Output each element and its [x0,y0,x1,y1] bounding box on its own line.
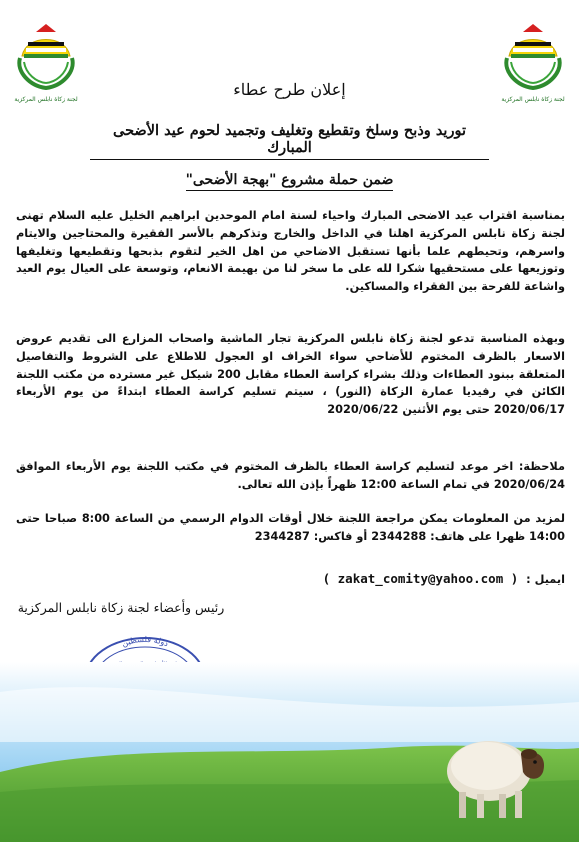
svg-text:دولة فلسطين [120,635,170,649]
campaign-text: ضمن حملة مشروع "بهجة الأضحى" [186,172,394,191]
logo-caption: لجنة زكاة نابلس المركزية [14,96,78,103]
announcement-title: إعلان طرح عطاء [233,80,346,99]
stamp-top-text: دولة فلسطين [120,634,170,649]
zakat-logo-left [6,22,86,114]
sheep-image [429,696,559,826]
campaign-line [0,172,579,188]
email-label: ايميل [534,573,565,586]
announcement-subtitle: توريد وذبح وسلخ وتقطيع وتغليف وتجميد لحوم عيد الأضحى المبارك [90,122,489,160]
paragraph-intro: بمناسبة اقتراب عيد الاضحى المبارك واحياء لسنة امام الموحدين ابراهيم الخليل عليه السلام تهنى لجنة زكاة نابلس المركزية اهلنا في الداخل والخارج وتذكرهم بالأسر الفقيرة والمحتاجين والايتام واسرهم، وتحيطهم علما بأنها تستقبل الاضاحي من اهل الخير لتقوم بذبحها وتقطيعها وتغليفها وتوزيعها على مستحقيها شكرا لله على ما سخر لنا من بهيمة الانعام، وتوسعة على العيال يوم العيد واشاعة للفرحة بين الفقراء والمساكين. [16,209,565,294]
paragraph-note: ملاحظة: اخر موعد لتسليم كراسة العطاء بالظرف المختوم في مكتب اللجنة يوم الأربعاء الموافق 2020/06/24 في تمام الساعة 12:00 ظهراً بإذن الله تعالى. [16,460,565,491]
logo-caption: لجنة زكاة نابلس المركزية [501,96,565,103]
email-line: ايميل : ( zakat_comity@yahoo.com ) [322,571,565,586]
paragraph-contact: لمزيد من المعلومات يمكن مراجعة اللجنة خلال أوقات الدوام الرسمي من الساعة 8:00 صباحا حتى 14:00 ظهرا على هاتف: 2344288 أو فاكس: 2344287 [16,512,566,543]
email-address[interactable]: ( zakat_comity@yahoo.com ) [322,571,519,586]
zakat-logo-right [493,22,573,114]
signature: رئيس وأعضاء لجنة زكاة نابلس المركزية [17,600,225,615]
paragraph-tender-invitation: وبهذه المناسبة تدعو لجنة زكاة نابلس المركزية تجار الماشية واصحاب المزارع الى تقديم عروض الاسعار بالظرف المختوم للأضاحي سواء الخراف او العجول للاطلاع على الشروط والتفاصيل المتعلقة ببنود العطاءات وذلك بشراء كراسة العطاء مقابل 200 شيكل غير مسترده من مكتب اللجنة الكائن في رفيديا عمارة الزكاة (النور) ، سيتم تسليم كراسة العطاء ابتداءً من يوم الأربعاء 2020/06/17 حتى يوم الأثنين 2020/06/22 [16,332,565,417]
